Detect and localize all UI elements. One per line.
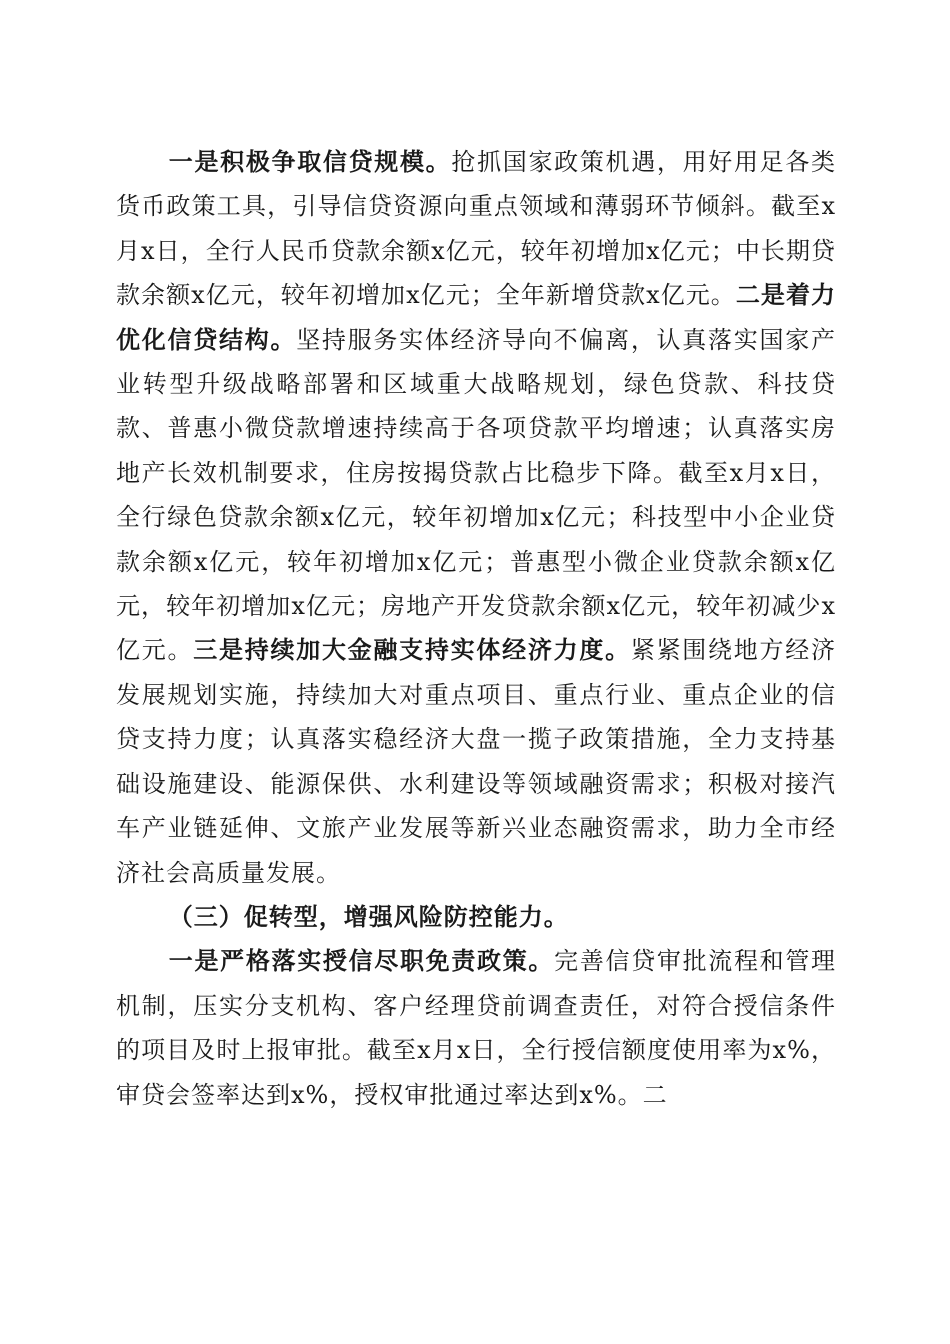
paragraph-lead: 一是积极争取信贷规模。 <box>168 147 452 176</box>
paragraph-risk-control <box>116 939 836 1117</box>
document-body <box>116 140 836 1117</box>
section-heading: （三）促转型，增强风险防控能力。 <box>168 901 569 931</box>
paragraph-credit-scale <box>116 140 836 895</box>
paragraph-text: 完善信贷审批流程和管理机制，压实分支机构、客户经理贷前调查责任，对符合授信条件的项目及时上报审批。截至x月x日，全行授信额度使用率为x%，审贷会签率达到x%，授权审批通过率达到x%。二 <box>116 947 837 1109</box>
paragraph-text: 紧紧围绕地方经济发展规划实施，持续加大对重点项目、重点行业、重点企业的信贷支持力度；认真落实稳经济大盘一揽子政策措施，全力支持基础设施建设、能源保供、水利建设等领域融资需求；积极对接汽车产业链延伸、文旅产业发展等新兴业态融资需求，助力全市经济社会高质量发展。 <box>116 636 837 887</box>
paragraph-lead: 一是严格落实授信尽职免责政策。 <box>168 946 555 976</box>
paragraph-text: 抢抓国家政策机遇，用好用足各类货币政策工具，引导信贷资源向重点领域和薄弱环节倾斜。截至x月x日，全行人民币贷款余额x亿元，较年初增加x亿元；中长期贷款余额x亿元，较年初增加x亿元；全年新增贷款x亿元。 <box>116 148 837 310</box>
paragraph-text: 坚持服务实体经济导向不偏离，认真落实国家产业转型升级战略部署和区域重大战略规划，绿色贷款、科技贷款、普惠小微贷款增速持续高于各项贷款平均增速；认真落实房地产长效机制要求，住房按揭贷款占比稳步下降。截至x月x日，全行绿色贷款余额x亿元，较年初增加x亿元；科技型中小企业贷款余额x亿元，较年初增加x亿元；普惠型小微企业贷款余额x亿元，较年初增加x亿元；房地产开发贷款余额x亿元，较年初减少x亿元。 <box>116 325 837 665</box>
paragraph-lead: 二是着力优化信贷结构。 <box>116 280 837 354</box>
paragraph-lead: 三是持续加大金融支持实体经济力度。 <box>193 635 631 665</box>
